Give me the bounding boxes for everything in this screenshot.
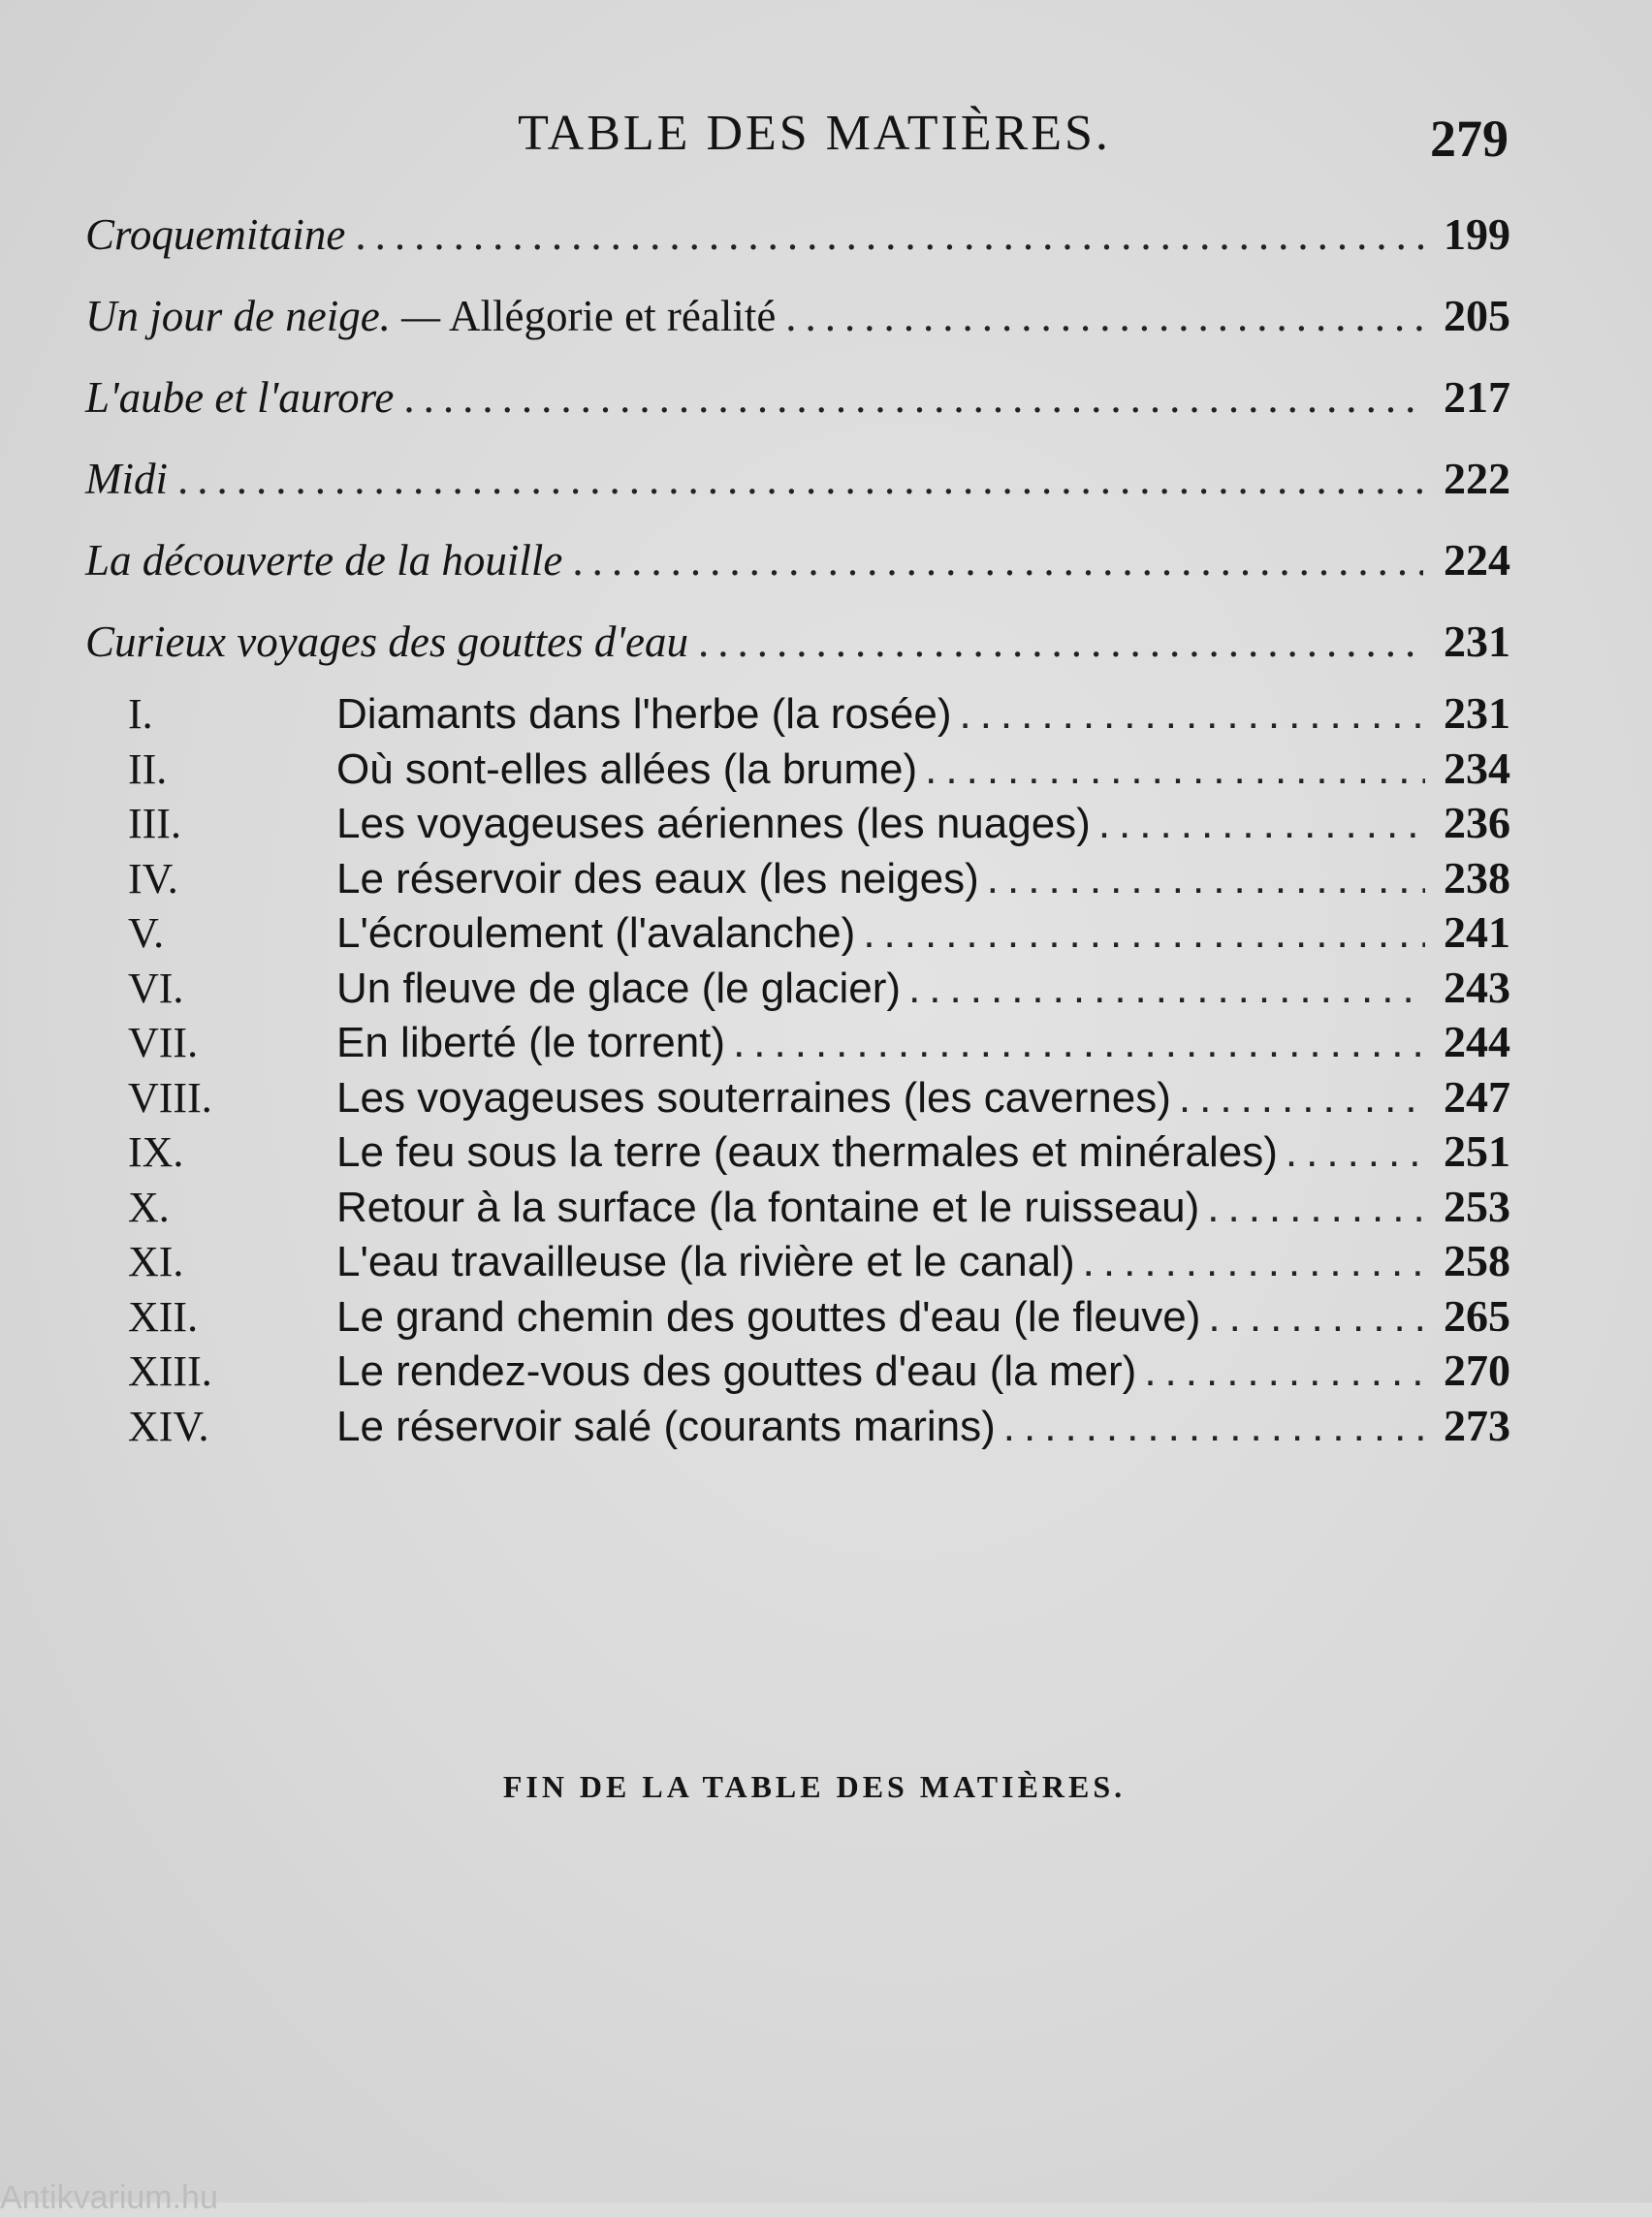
chapter-title: Les voyageuses aériennes (les nuages) [336, 800, 1091, 847]
toc-entry [85, 520, 1510, 601]
chapter-entry [128, 1289, 1510, 1345]
chapter-page: 236 [1444, 798, 1510, 847]
chapter-page: 241 [1444, 907, 1510, 957]
chapter-entry [128, 851, 1510, 906]
dot-leader [1179, 1071, 1425, 1126]
dot-leader [908, 962, 1425, 1017]
entry-title: Midi [85, 455, 168, 503]
chapter-numeral: VIII. [128, 1073, 212, 1122]
dot-leader [1003, 1400, 1425, 1455]
chapter-title: Le grand chemin des gouttes d'eau (le fleuve) [336, 1292, 1201, 1341]
dot-leader [1286, 1125, 1425, 1181]
entry-page: 217 [1444, 372, 1510, 422]
chapter-page: 270 [1444, 1346, 1510, 1395]
toc-entry [85, 601, 1510, 682]
chapter-numeral: XII. [128, 1292, 199, 1341]
chapter-entry [128, 1234, 1510, 1289]
dot-leader [355, 194, 1423, 275]
dot-leader [403, 357, 1423, 438]
chapter-numeral: IX. [128, 1128, 184, 1176]
page-number: 279 [1430, 110, 1509, 168]
chapter-entry [128, 961, 1510, 1016]
chapter-title: En liberté (le torrent) [336, 1019, 726, 1066]
chapter-title: Le feu sous la terre (eaux thermales et minérales) [336, 1128, 1278, 1176]
chapter-title: Le réservoir salé (courants marins) [336, 1402, 996, 1450]
chapter-title: L'eau travailleuse (la rivière et le canal) [336, 1238, 1075, 1285]
chapter-list [128, 686, 1510, 1453]
chapter-numeral: III. [128, 800, 181, 847]
entry-title: Curieux voyages des gouttes d'eau [85, 618, 688, 666]
chapter-title: Le rendez-vous des gouttes d'eau (la mer) [336, 1347, 1137, 1395]
chapter-entry [128, 796, 1510, 851]
entry-title: La découverte de la houille [85, 536, 563, 585]
entry-page: 205 [1444, 291, 1510, 340]
chapter-entry [128, 1070, 1510, 1125]
chapter-entry [128, 1015, 1510, 1070]
chapter-page: 244 [1444, 1017, 1510, 1066]
dot-leader [698, 601, 1423, 682]
dot-leader [733, 1016, 1425, 1071]
dot-leader [1208, 1290, 1425, 1346]
chapter-page: 251 [1444, 1126, 1510, 1176]
toc-entry [85, 357, 1510, 438]
dot-leader [959, 687, 1425, 743]
chapter-title: Un fleuve de glace (le glacier) [336, 964, 902, 1012]
dot-leader [925, 743, 1425, 798]
end-note: FIN DE LA TABLE DES MATIÈRES. [502, 1769, 1127, 1804]
entry-title-main: Un jour de neige. — [85, 292, 441, 340]
dot-leader [863, 906, 1425, 962]
chapter-numeral: VII. [128, 1019, 199, 1066]
chapter-entry [128, 1344, 1510, 1399]
chapter-page: 238 [1444, 852, 1510, 903]
chapter-entry [128, 1399, 1510, 1454]
chapter-page: 258 [1444, 1236, 1510, 1285]
chapter-page: 253 [1444, 1181, 1510, 1231]
chapter-numeral: XI. [128, 1238, 184, 1285]
chapter-page: 231 [1444, 688, 1510, 738]
running-title: TABLE DES MATIÈRES. [518, 106, 1111, 161]
entry-subtitle: Allégorie et réalité [440, 292, 777, 340]
entry-page: 199 [1444, 209, 1510, 259]
chapter-entry [128, 1124, 1510, 1180]
chapter-entry [128, 686, 1510, 742]
entry-title: L'aube et l'aurore [85, 373, 395, 422]
toc-entry [85, 275, 1510, 357]
entry-page: 224 [1444, 535, 1510, 585]
watermark: Antikvarium.hu [0, 2179, 218, 2216]
chapter-entry [128, 905, 1510, 961]
chapter-numeral: XIII. [128, 1347, 212, 1395]
chapter-numeral: IV. [128, 854, 178, 903]
chapter-title: L'écroulement (l'avalanche) [336, 909, 856, 957]
dot-leader [987, 852, 1425, 907]
toc-entry [85, 438, 1510, 520]
chapter-page: 273 [1444, 1400, 1510, 1450]
chapter-title: Le réservoir des eaux (les neiges) [336, 854, 979, 903]
entry-title [85, 275, 776, 357]
dot-leader [785, 275, 1423, 357]
dot-leader [572, 520, 1423, 601]
dot-leader [177, 438, 1423, 520]
chapter-numeral: I. [128, 690, 153, 738]
chapter-entry [128, 1180, 1510, 1235]
entry-title: Croquemitaine [85, 210, 346, 259]
chapter-title: Retour à la surface (la fontaine et le ruisseau) [336, 1183, 1200, 1231]
chapter-entry [128, 742, 1510, 797]
chapter-page: 243 [1444, 962, 1510, 1012]
entry-page: 231 [1444, 617, 1510, 666]
chapter-title: Diamants dans l'herbe (la rosée) [336, 690, 952, 738]
chapter-numeral: V. [128, 909, 165, 957]
chapter-title: Les voyageuses souterraines (les cavernes) [336, 1073, 1171, 1122]
dot-leader [1098, 797, 1425, 852]
chapter-numeral: VI. [128, 964, 184, 1012]
chapter-numeral: XIV. [128, 1402, 209, 1450]
chapter-numeral: II. [128, 744, 168, 793]
dot-leader [1207, 1181, 1425, 1236]
toc-entries [85, 194, 1510, 682]
toc-entry [85, 194, 1510, 275]
chapter-page: 247 [1444, 1071, 1510, 1122]
chapter-numeral: X. [128, 1183, 170, 1231]
chapter-page: 265 [1444, 1290, 1510, 1341]
dot-leader [1144, 1345, 1425, 1400]
dot-leader [1083, 1235, 1425, 1290]
entry-page: 222 [1444, 454, 1510, 503]
chapter-page: 234 [1444, 743, 1510, 793]
chapter-title: Où sont-elles allées (la brume) [336, 744, 918, 793]
